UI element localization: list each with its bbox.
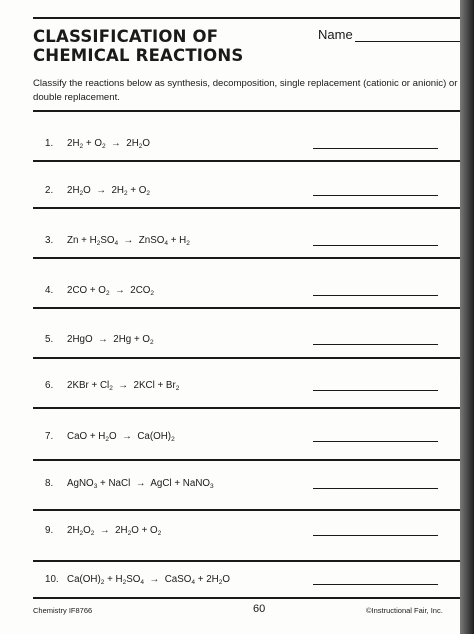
answer-field[interactable] <box>313 390 438 391</box>
separator-rule <box>33 110 461 112</box>
subscript: 3 <box>210 483 214 490</box>
formula-text: + 2H <box>195 574 219 585</box>
formula-text: O → 2H <box>83 185 124 196</box>
top-rule <box>33 17 461 19</box>
subscript: 2 <box>101 143 106 150</box>
subscript: 2 <box>150 339 154 346</box>
reaction-number: 2. <box>45 185 54 196</box>
page-title <box>33 27 243 65</box>
reaction-equation <box>33 525 161 536</box>
formula-text: O <box>83 525 91 536</box>
reaction-equation <box>33 380 179 391</box>
reaction-equation <box>33 574 230 585</box>
formula-text: + NaCl → AgCl + NaNO <box>97 478 211 489</box>
reaction-equation <box>33 185 150 196</box>
separator-rule <box>33 257 461 259</box>
separator-rule <box>33 597 461 599</box>
formula-text: 2HgO → 2Hg + O <box>67 334 151 345</box>
formula-text: 2H <box>67 525 80 536</box>
formula-text: O → Ca(OH) <box>109 431 172 442</box>
subscript: 2 <box>175 385 180 392</box>
reaction-row <box>33 525 461 541</box>
subscript: 2 <box>105 290 110 297</box>
reaction-number: 10. <box>45 574 59 585</box>
reaction-number: 4. <box>45 285 54 296</box>
separator-rule <box>33 509 461 511</box>
formula-text: Ca(OH) <box>67 574 101 585</box>
formula-text: SO <box>100 235 115 246</box>
formula-text: Zn + H <box>67 235 97 246</box>
reaction-equation <box>33 478 214 489</box>
formula-text: + H <box>104 574 123 585</box>
reaction-row <box>33 285 461 301</box>
page-number: 60 <box>253 603 266 615</box>
formula-text: → 2H <box>105 138 139 149</box>
reaction-row <box>33 574 461 590</box>
reaction-number: 7. <box>45 431 54 442</box>
reaction-number: 9. <box>45 525 54 536</box>
reaction-equation <box>33 235 190 246</box>
formula-text: O <box>142 138 151 149</box>
reaction-row <box>33 235 461 251</box>
formula-text: 2KBr + Cl <box>67 380 110 391</box>
subscript: 2 <box>157 530 162 537</box>
reaction-equation <box>33 431 175 442</box>
reaction-number: 1. <box>45 138 54 149</box>
subscript: 4 <box>140 579 145 586</box>
footer-copyright: ©Instructional Fair, Inc. <box>366 606 443 615</box>
subscript: 2 <box>79 190 84 197</box>
separator-rule <box>33 207 461 209</box>
reaction-row <box>33 380 461 396</box>
formula-text: → 2H <box>94 525 128 536</box>
formula-text: → 2CO <box>109 285 151 296</box>
name-field[interactable] <box>355 41 461 42</box>
instructions: Classify the reactions below as synthesis, decomposition, single replacement (cationic or anionic) or double replacement. <box>33 78 458 103</box>
answer-field[interactable] <box>313 584 438 585</box>
reaction-row <box>33 334 461 350</box>
subscript: 2 <box>122 579 127 586</box>
separator-rule <box>33 357 461 359</box>
formula-text: → 2KCl + Br <box>112 380 176 391</box>
formula-text: SO <box>126 574 141 585</box>
formula-text: 2H <box>67 185 80 196</box>
formula-text: AgNO <box>67 478 94 489</box>
subscript: 2 <box>96 240 101 247</box>
subscript: 2 <box>105 436 110 443</box>
formula-text: O <box>222 574 230 585</box>
reaction-row <box>33 138 461 154</box>
answer-field[interactable] <box>313 344 438 345</box>
answer-field[interactable] <box>313 195 438 196</box>
answer-field[interactable] <box>313 488 438 489</box>
answer-field[interactable] <box>313 295 438 296</box>
answer-field[interactable] <box>313 535 438 536</box>
reaction-number: 5. <box>45 334 54 345</box>
title-line-2: CHEMICAL REACTIONS <box>33 46 244 65</box>
reaction-number: 6. <box>45 380 54 391</box>
formula-text: + O <box>127 185 147 196</box>
reaction-equation <box>33 138 150 149</box>
footer-source: Chemistry IF8766 <box>33 606 93 615</box>
formula-text: 2CO + O <box>67 285 106 296</box>
subscript: 2 <box>127 530 132 537</box>
subscript: 2 <box>150 290 155 297</box>
subscript: 2 <box>124 190 128 197</box>
answer-field[interactable] <box>313 441 438 442</box>
formula-text: O + O <box>131 525 158 536</box>
subscript: 2 <box>138 143 143 150</box>
reaction-number: 3. <box>45 235 54 246</box>
separator-rule <box>33 560 461 562</box>
separator-rule <box>33 307 461 309</box>
reaction-row <box>33 185 461 201</box>
subscript: 2 <box>218 579 223 586</box>
formula-text: → ZnSO <box>118 235 165 246</box>
subscript: 2 <box>186 240 190 247</box>
subscript: 2 <box>171 436 175 443</box>
title-line-1: CLASSIFICATION OF <box>33 27 219 46</box>
subscript: 2 <box>109 385 113 392</box>
reaction-number: 8. <box>45 478 54 489</box>
subscript: 3 <box>93 483 98 490</box>
reaction-row <box>33 478 461 494</box>
answer-field[interactable] <box>313 148 438 149</box>
subscript: 2 <box>90 530 95 537</box>
subscript: 2 <box>79 143 84 150</box>
separator-rule <box>33 160 461 162</box>
name-label: Name <box>318 27 353 42</box>
subscript: 2 <box>79 530 84 537</box>
formula-text: + O <box>83 138 102 149</box>
formula-text: + H <box>168 235 187 246</box>
subscript: 2 <box>146 190 151 197</box>
reaction-row <box>33 431 461 447</box>
subscript: 4 <box>191 579 196 586</box>
separator-rule <box>33 407 461 409</box>
page-edge-shadow <box>460 0 474 634</box>
subscript: 2 <box>100 579 105 586</box>
subscript: 4 <box>114 240 119 247</box>
separator-rule <box>33 459 461 461</box>
reaction-equation <box>33 334 154 345</box>
reaction-equation <box>33 285 154 296</box>
formula-text: 2H <box>67 138 80 149</box>
subscript: 4 <box>164 240 168 247</box>
formula-text: → CaSO <box>144 574 192 585</box>
answer-field[interactable] <box>313 245 438 246</box>
formula-text: CaO + H <box>67 431 106 442</box>
